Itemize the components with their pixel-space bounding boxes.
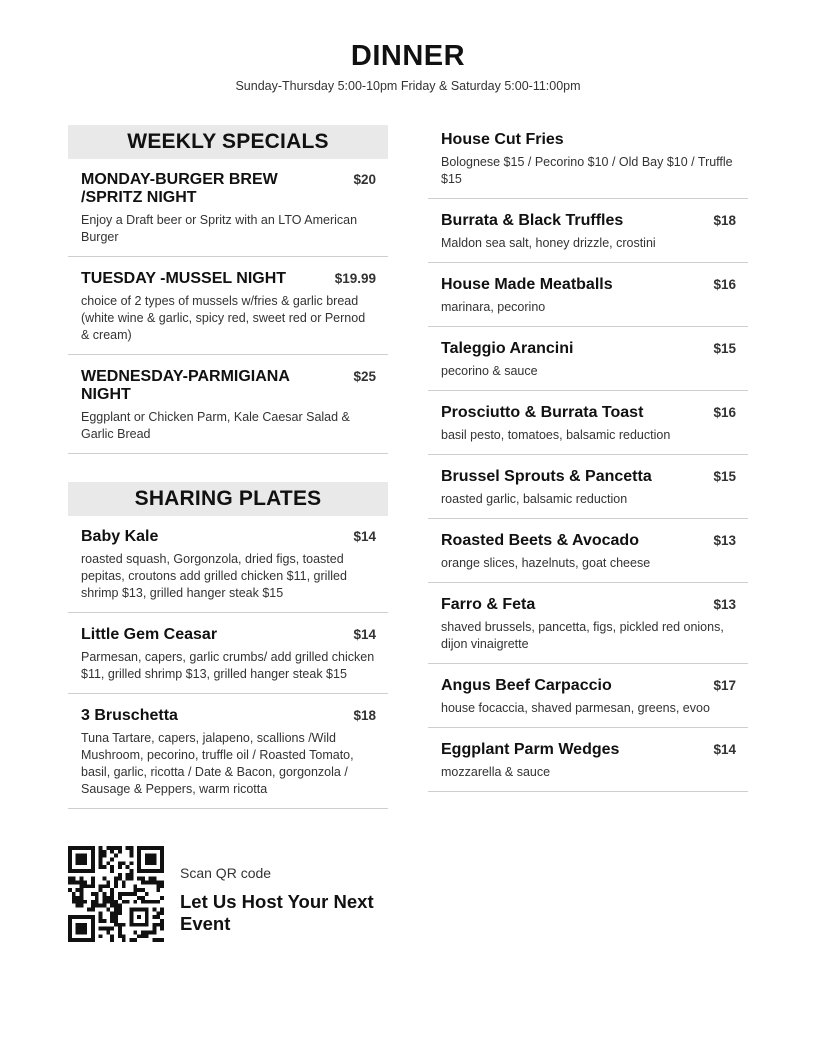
item-description: marinara, pecorino xyxy=(441,300,546,314)
weekly-specials-heading: WEEKLY SPECIALS xyxy=(68,125,388,159)
hours-text: Sunday-Thursday 5:00-10pm Friday & Saturday 5:00-11:00pm xyxy=(235,79,581,93)
menu-item xyxy=(428,455,748,519)
menu-item xyxy=(68,159,388,257)
item-description: roasted squash, Gorgonzola, dried figs, toasted pepitas, croutons add grilled chicken $11, grilled shrimp $13, grilled hanger steak $15 xyxy=(81,552,347,600)
item-price: $15 xyxy=(713,341,736,356)
menu-item xyxy=(68,694,388,809)
host-event-link[interactable]: Let Us Host Your Next Event xyxy=(180,891,374,934)
item-price: $17 xyxy=(713,678,736,693)
item-description: shaved brussels, pancetta, figs, pickled red onions, dijon vinaigrette xyxy=(441,620,724,651)
menu-item xyxy=(428,664,748,728)
item-price: $19.99 xyxy=(334,271,376,286)
right-column xyxy=(428,125,748,792)
item-price: $18 xyxy=(353,708,376,723)
item-price: $18 xyxy=(713,213,736,228)
item-price: $16 xyxy=(713,277,736,292)
item-name: MONDAY-BURGER BREW /SPRITZ NIGHT xyxy=(81,171,278,206)
item-description: Eggplant or Chicken Parm, Kale Caesar Salad & Garlic Bread xyxy=(81,410,350,441)
item-name: WEDNESDAY-PARMIGIANA NIGHT xyxy=(81,368,290,403)
menu-item xyxy=(428,519,748,583)
left-column xyxy=(68,125,388,809)
menu-item xyxy=(428,199,748,263)
item-name: Eggplant Parm Wedges xyxy=(441,741,620,758)
qr-code-graphic xyxy=(68,846,164,942)
page-title: DINNER xyxy=(350,40,466,72)
menu-item xyxy=(68,355,388,454)
item-price: $13 xyxy=(713,533,736,548)
item-price: $16 xyxy=(713,405,736,420)
item-name: Angus Beef Carpaccio xyxy=(441,677,612,694)
menu-item xyxy=(68,613,388,694)
item-name: House Cut Fries xyxy=(441,131,564,148)
item-name: Baby Kale xyxy=(81,528,159,545)
item-description: basil pesto, tomatoes, balsamic reduction xyxy=(441,428,671,442)
item-description: mozzarella & sauce xyxy=(441,765,551,779)
item-description: pecorino & sauce xyxy=(441,364,538,378)
item-name: House Made Meatballs xyxy=(441,276,613,293)
qr-code-icon[interactable] xyxy=(68,846,164,942)
item-price: $13 xyxy=(713,597,736,612)
item-price: $15 xyxy=(713,469,736,484)
menu-item xyxy=(68,516,388,613)
item-description: choice of 2 types of mussels w/fries & garlic bread (white wine & garlic, spicy red, sweet red or Pernod & cream) xyxy=(81,294,366,342)
item-description: Parmesan, capers, garlic crumbs/ add grilled chicken $11, grilled shrimp $13, grilled hanger steak $15 xyxy=(81,650,375,681)
item-description: Maldon sea salt, honey drizzle, crostini xyxy=(441,236,656,250)
menu-item xyxy=(428,125,748,199)
scan-qr-label: Scan QR code xyxy=(180,865,272,881)
item-name: TUESDAY -MUSSEL NIGHT xyxy=(81,270,287,287)
menu-item xyxy=(428,583,748,664)
item-price: $14 xyxy=(713,742,736,757)
item-description: orange slices, hazelnuts, goat cheese xyxy=(441,556,651,570)
sharing-plates-heading: SHARING PLATES xyxy=(68,482,388,516)
item-description: Bolognese $15 / Pecorino $10 / Old Bay $10 / Truffle $15 xyxy=(441,155,733,186)
item-description: Tuna Tartare, capers, jalapeno, scallions /Wild Mushroom, pecorino, truffle oil / Roasted Tomato, basil, garlic, ricotta / Date & Bacon, gorgonzola / Sausage & Peppers, warm ricotta xyxy=(81,731,354,796)
menu-item xyxy=(428,728,748,792)
item-name: Taleggio Arancini xyxy=(441,340,574,357)
menu-item xyxy=(428,263,748,327)
item-name: Roasted Beets & Avocado xyxy=(441,532,639,549)
item-name: Brussel Sprouts & Pancetta xyxy=(441,468,652,485)
item-name: Prosciutto & Burrata Toast xyxy=(441,404,644,421)
item-description: roasted garlic, balsamic reduction xyxy=(441,492,628,506)
item-name: 3 Bruschetta xyxy=(81,707,178,724)
item-price: $25 xyxy=(353,369,376,384)
item-description: house focaccia, shaved parmesan, greens, evoo xyxy=(441,701,710,715)
menu-item xyxy=(68,257,388,355)
item-price: $20 xyxy=(353,172,376,187)
item-name: Little Gem Ceasar xyxy=(81,626,218,643)
item-name: Burrata & Black Truffles xyxy=(441,212,624,229)
item-description: Enjoy a Draft beer or Spritz with an LTO American Burger xyxy=(81,213,358,244)
item-name: Farro & Feta xyxy=(441,596,536,613)
item-price: $14 xyxy=(353,627,376,642)
menu-item xyxy=(428,391,748,455)
item-price: $14 xyxy=(353,529,376,544)
menu-item xyxy=(428,327,748,391)
